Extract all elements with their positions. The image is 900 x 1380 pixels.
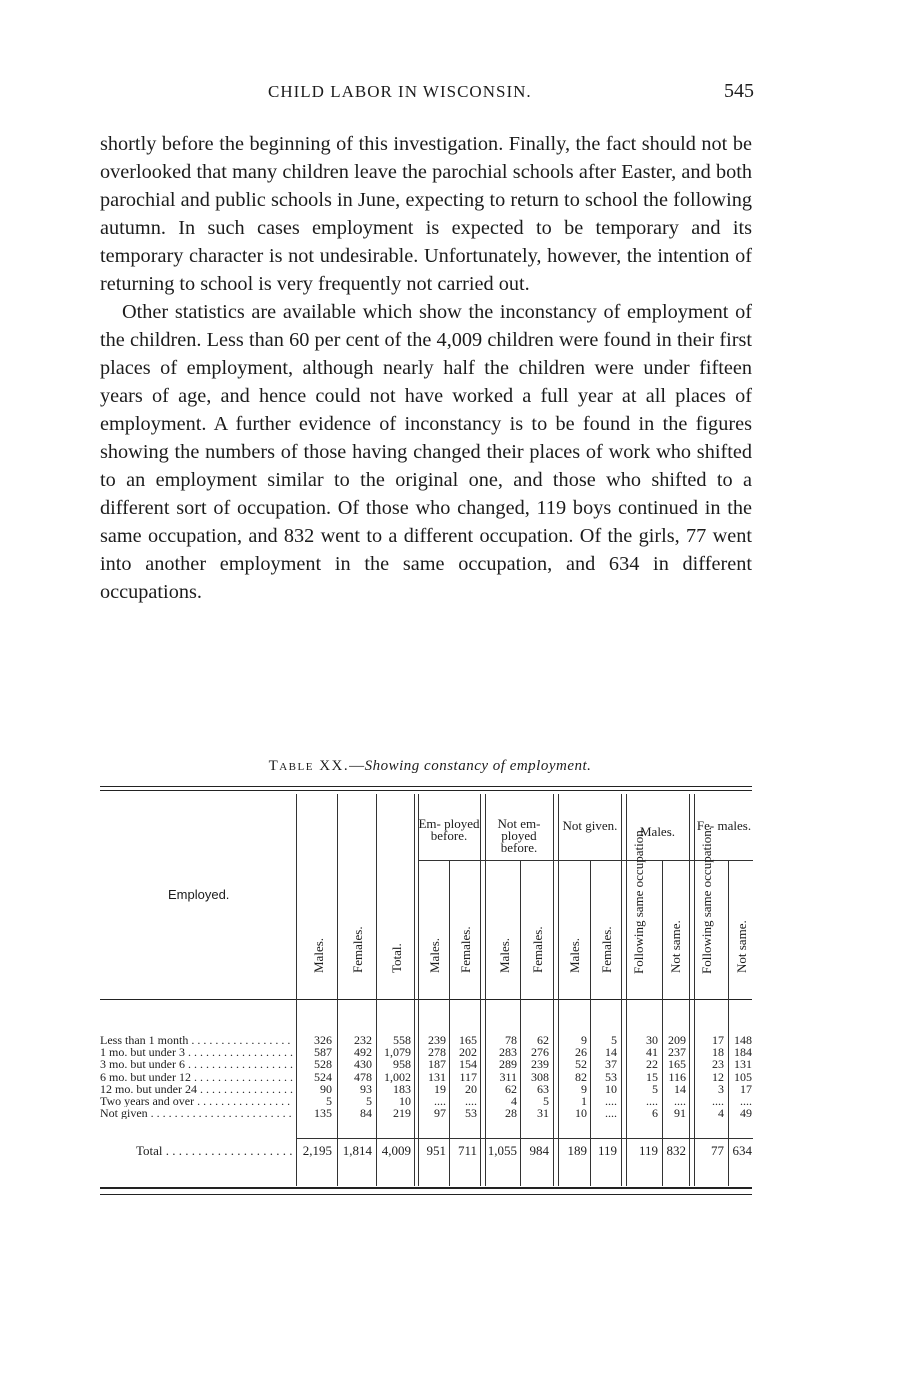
table-cell: 63 xyxy=(537,1081,549,1096)
col-head-females: Females. xyxy=(350,926,365,973)
table-cell: 5 xyxy=(326,1094,332,1108)
table-cell: 209 xyxy=(668,1033,686,1047)
table-cell: 430 xyxy=(354,1057,372,1072)
table-cell: 1 xyxy=(581,1094,587,1108)
group-heading-not-given: Not given. xyxy=(562,818,618,833)
table-cell: 492 xyxy=(354,1045,372,1060)
col-head-notemp-females: Females. xyxy=(530,926,545,973)
table-cell: 49 xyxy=(740,1106,752,1121)
table-cell: 52 xyxy=(575,1057,587,1072)
col-head-females-not-same: Not same. xyxy=(734,920,749,973)
table-cell: 119 xyxy=(638,1143,658,1158)
col-rule xyxy=(689,794,690,1186)
col-head-males-same: Following same occupation. xyxy=(631,827,646,974)
table-cell: 154 xyxy=(459,1057,477,1072)
body-text xyxy=(100,130,752,606)
table-cell: 5 xyxy=(543,1094,549,1108)
col-rule xyxy=(414,794,415,1186)
row-label: 3 mo. but under 6 . . . xyxy=(100,1058,293,1070)
table-cell: 187 xyxy=(428,1057,446,1072)
col-head-emp-males: Males. xyxy=(427,937,442,973)
table-cell: 78 xyxy=(505,1033,517,1047)
col-head-emp-females: Females. xyxy=(458,926,473,973)
col-head-total: Total. xyxy=(389,943,404,973)
table-cell: 558 xyxy=(393,1033,411,1047)
table-cell: 2,195 xyxy=(302,1143,332,1158)
row-label: 1 mo. but under 3 . . . xyxy=(100,1046,293,1058)
col-rule xyxy=(621,794,622,1186)
table-cell: 308 xyxy=(531,1069,549,1084)
col-rule xyxy=(558,794,559,1186)
table-row xyxy=(0,1058,900,1070)
table-cell: 117 xyxy=(459,1069,477,1084)
table-cell: 958 xyxy=(393,1057,411,1072)
table-caption-label: Table XX. xyxy=(268,758,350,774)
table-cell: 5 xyxy=(366,1094,372,1108)
table-cell: 18 xyxy=(712,1045,724,1060)
table-cell: .... xyxy=(646,1094,658,1108)
table-top-rule-2 xyxy=(100,790,752,791)
table-cell: 135 xyxy=(314,1106,332,1121)
table-cell: .... xyxy=(674,1094,686,1108)
table-cell: 82 xyxy=(575,1069,587,1084)
table-cell: 984 xyxy=(529,1143,549,1158)
table-cell: 6 xyxy=(652,1106,658,1121)
table-cell: 165 xyxy=(668,1057,686,1072)
group-heading-females: Fe- males. xyxy=(696,818,752,833)
table-cell: 148 xyxy=(734,1033,752,1047)
table-bottom-rule xyxy=(100,1187,752,1189)
table-cell: 4 xyxy=(511,1094,517,1108)
row-label: Less than 1 month . . . xyxy=(100,1034,293,1046)
col-head-notgiven-males: Males. xyxy=(567,937,582,973)
table-cell: 326 xyxy=(314,1033,332,1047)
table-cell: 5 xyxy=(652,1081,658,1096)
table-cell: 62 xyxy=(505,1081,517,1096)
table-cell: 283 xyxy=(499,1045,517,1060)
col-head-males: Males. xyxy=(311,937,326,973)
table-cell: 12 xyxy=(712,1069,724,1084)
row-label: Not given . . . xyxy=(100,1107,293,1119)
table-cell: 62 xyxy=(537,1033,549,1047)
table-cell: .... xyxy=(605,1094,617,1108)
paragraph-2: Other statistics are available which show the inconstancy of employment of the children. Less than 60 per cent of the 4,009 children were found in their first places of employment, although nearly half the children were under fifteen years of age, and hence could not have worked a full year at all places of employment. A further evidence of inconstancy is to be found in the figures showing the numbers of those having changed their places of work who shifted to an employment similar to the original one, and those who shifted to a different sort of occupation. Of those who changed, 119 boys continued in the same occupation, and 832 went to a different occupation. Of the girls, 77 went into another employment in the same occupation, and 634 in different occupations. xyxy=(100,301,752,603)
table-cell: 4,009 xyxy=(381,1143,411,1158)
table-cell: 30 xyxy=(646,1033,658,1047)
table-cell: 91 xyxy=(674,1106,686,1121)
table-cell: 116 xyxy=(668,1069,686,1084)
table-row xyxy=(0,1107,900,1119)
table-cell: 202 xyxy=(459,1045,477,1060)
table-cell: .... xyxy=(465,1094,477,1108)
table-cell: .... xyxy=(434,1094,446,1108)
table-cell: 232 xyxy=(354,1033,372,1047)
table-cell: 524 xyxy=(314,1069,332,1084)
table-row xyxy=(0,1071,900,1083)
table-top-rule xyxy=(100,786,752,787)
table-caption-text: Showing constancy of employment. xyxy=(364,758,592,774)
col-rule xyxy=(376,794,377,1186)
table-cell: .... xyxy=(605,1106,617,1121)
table-cell: 93 xyxy=(360,1081,372,1096)
row-label: Total . . . xyxy=(136,1145,293,1157)
table-row xyxy=(0,1095,900,1107)
table-cell: 26 xyxy=(575,1045,587,1060)
table-cell: 131 xyxy=(734,1057,752,1072)
table-cell: 22 xyxy=(646,1057,658,1072)
group-heading-employed-before: Em- ployed before. xyxy=(418,816,480,843)
table-cell: 9 xyxy=(581,1081,587,1096)
running-head xyxy=(100,78,754,108)
paragraph-1: shortly before the beginning of this investigation. Finally, the fact should not be overlooked that many children leave the parochial schools after Easter, and both parochial and public schools in June, expecting to return to school the following autumn. In such cases employment is expected to be temporary and its temporary character is not undesirable. Unfortunately, however, the intention of returning to school is very frequently not carried out. xyxy=(100,133,752,295)
table-cell: 9 xyxy=(581,1033,587,1047)
group-heading-not-employed-before: Not em- ployed before. xyxy=(497,816,541,855)
table-cell: 239 xyxy=(428,1033,446,1047)
table-cell: 1,079 xyxy=(384,1045,411,1060)
table-cell: 119 xyxy=(597,1143,617,1158)
table-cell: 289 xyxy=(499,1057,517,1072)
table-row xyxy=(0,1083,900,1095)
col-head-males-not-same: Not same. xyxy=(668,920,683,973)
running-title: CHILD LABOR IN WISCONSIN. xyxy=(268,82,532,101)
table-cell: 10 xyxy=(605,1081,617,1096)
table-cell: 478 xyxy=(354,1069,372,1084)
col-rule xyxy=(480,794,481,1186)
table-cell: 165 xyxy=(459,1033,477,1047)
table-cell: 23 xyxy=(712,1057,724,1072)
table-cell: 15 xyxy=(646,1069,658,1084)
table-cell: 219 xyxy=(393,1106,411,1121)
col-rule xyxy=(418,794,419,1186)
table-bottom-rule-2 xyxy=(100,1194,752,1195)
table-cell: 14 xyxy=(605,1045,617,1060)
table-cell: 20 xyxy=(465,1081,477,1096)
table-cell: 3 xyxy=(718,1081,724,1096)
group-heading-males: Males. xyxy=(639,824,676,839)
col-rule xyxy=(626,794,627,1186)
table-cell: 5 xyxy=(611,1033,617,1047)
col-head-females-same: Following same occupation. xyxy=(699,827,714,974)
table-cell: 17 xyxy=(740,1081,752,1096)
table-cell: 90 xyxy=(320,1081,332,1096)
table-cell: 28 xyxy=(505,1106,517,1121)
page-number: 545 xyxy=(724,80,754,102)
table-cell: 237 xyxy=(668,1045,686,1060)
stub-heading: Employed. xyxy=(168,887,230,902)
table-cell: 276 xyxy=(531,1045,549,1060)
table-cell: 97 xyxy=(434,1106,446,1121)
table-cell: 19 xyxy=(434,1081,446,1096)
table-row xyxy=(0,1046,900,1058)
table-cell: 14 xyxy=(674,1081,686,1096)
table-cell: 17 xyxy=(712,1033,724,1047)
table-cell: 31 xyxy=(537,1106,549,1121)
table-cell: 183 xyxy=(393,1081,411,1096)
table-cell: 184 xyxy=(734,1045,752,1060)
table-cell: 131 xyxy=(428,1069,446,1084)
col-rule xyxy=(337,794,338,1186)
row-label: 6 mo. but under 12 . . . xyxy=(100,1071,293,1083)
col-rule xyxy=(694,794,695,1186)
table-cell: .... xyxy=(740,1094,752,1108)
table-cell: .... xyxy=(712,1094,724,1108)
table-cell: 53 xyxy=(465,1106,477,1121)
table-cell: 832 xyxy=(666,1143,686,1158)
table-cell: 1,002 xyxy=(384,1069,411,1084)
table-cell: 278 xyxy=(428,1045,446,1060)
table-cell: 37 xyxy=(605,1057,617,1072)
total-row xyxy=(0,1145,900,1157)
table-cell: 10 xyxy=(399,1094,411,1108)
table-caption: Table XX.—Showing constancy of employment. xyxy=(268,758,592,774)
col-rule xyxy=(296,794,297,1186)
table-cell: 1,055 xyxy=(487,1143,517,1158)
table-cell: 84 xyxy=(360,1106,372,1121)
col-head-notgiven-females: Females. xyxy=(599,926,614,973)
table-cell: 189 xyxy=(567,1143,587,1158)
table-cell: 634 xyxy=(732,1143,752,1158)
total-rule xyxy=(296,1138,753,1139)
table-cell: 10 xyxy=(575,1106,587,1121)
col-head-notemp-males: Males. xyxy=(497,937,512,973)
col-rule xyxy=(553,794,554,1186)
header-rule xyxy=(100,999,752,1000)
table-row xyxy=(0,1034,900,1046)
table-cell: 1,814 xyxy=(342,1143,372,1158)
table-cell: 528 xyxy=(314,1057,332,1072)
table-cell: 311 xyxy=(499,1069,517,1084)
table-cell: 105 xyxy=(734,1069,752,1084)
row-label: Two years and over . . . xyxy=(100,1095,293,1107)
row-label: 12 mo. but under 24 . . . xyxy=(100,1083,293,1095)
table-cell: 53 xyxy=(605,1069,617,1084)
table-cell: 711 xyxy=(457,1143,477,1158)
table-cell: 41 xyxy=(646,1045,658,1060)
table-cell: 951 xyxy=(426,1143,446,1158)
table-cell: 77 xyxy=(711,1143,724,1158)
table-cell: 239 xyxy=(531,1057,549,1072)
table-cell: 587 xyxy=(314,1045,332,1060)
table-cell: 4 xyxy=(718,1106,724,1121)
